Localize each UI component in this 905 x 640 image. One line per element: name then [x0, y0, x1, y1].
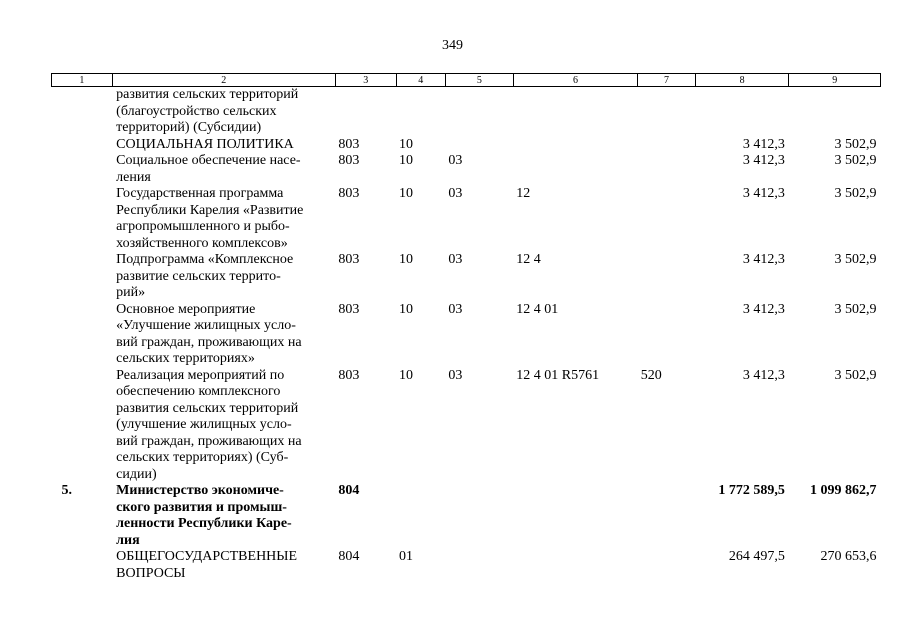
expense-type — [638, 483, 696, 549]
amount-year-2: 3 502,9 — [834, 301, 877, 317]
ministry-code: 803 — [338, 186, 360, 201]
budget-table — [51, 73, 881, 582]
ministry-code — [335, 87, 396, 137]
table-row — [52, 483, 881, 549]
header-row — [52, 74, 881, 87]
table-row — [52, 549, 881, 582]
subsection-code: 03 — [448, 153, 463, 168]
item-name: Министерство экономиче- ского развития и промыш- ленности Республики Каре- лия — [116, 483, 292, 548]
header-col-3: 3 — [335, 74, 396, 87]
ministry-code: 803 — [338, 301, 360, 317]
amount-year-2: 3 502,9 — [834, 186, 877, 201]
subsection-code — [445, 137, 513, 154]
table-row — [52, 153, 881, 186]
ministry-code: 803 — [338, 153, 360, 168]
table-header — [52, 74, 881, 87]
row-number — [52, 137, 113, 154]
amount-year-1: 3 412,3 — [742, 153, 785, 168]
table-row — [52, 137, 881, 154]
item-name: Социальное обеспечение насе- ления — [116, 153, 301, 185]
target-article — [513, 483, 637, 549]
ministry-code: 803 — [338, 136, 360, 152]
item-name: СОЦИАЛЬНАЯ ПОЛИТИКА — [116, 136, 294, 152]
amount-year-1 — [695, 87, 789, 137]
amount-year-1: 3 412,3 — [742, 301, 785, 317]
amount-year-1: 264 497,5 — [728, 549, 785, 564]
item-name: развития сельских территорий (благоустройство сельских территорий) (Субсидии) — [116, 87, 299, 135]
section-code — [396, 87, 445, 137]
target-article — [513, 549, 637, 582]
item-name: Реализация мероприятий по обеспечению комплексного развития сельских территорий (улучшение жилищных усло- вий граждан, проживающих на сельских территориях) (Суб- сидии) — [116, 367, 302, 482]
ministry-code: 803 — [338, 252, 360, 267]
expense-type — [638, 549, 696, 582]
header-col-8: 8 — [695, 74, 789, 87]
item-name: Основное мероприятие «Улучшение жилищных усло- вий граждан, проживающих на сельских территориях» — [116, 301, 302, 366]
header-col-9: 9 — [789, 74, 881, 87]
target-article: 12 4 — [516, 252, 541, 267]
target-article — [513, 153, 637, 186]
ministry-code: 803 — [338, 367, 360, 383]
section-code: 01 — [399, 549, 414, 564]
row-number — [52, 87, 113, 137]
amount-year-1: 3 412,3 — [742, 367, 785, 383]
row-number — [52, 549, 113, 582]
row-number — [52, 302, 113, 368]
target-article — [513, 137, 637, 154]
amount-year-2: 3 502,9 — [834, 252, 877, 267]
amount-year-2: 270 653,6 — [820, 549, 877, 564]
section-code — [396, 483, 445, 549]
row-number — [52, 153, 113, 186]
header-col-6: 6 — [513, 74, 637, 87]
subsection-code: 03 — [448, 186, 463, 201]
section-code: 10 — [399, 153, 414, 168]
target-article: 12 — [516, 186, 531, 201]
target-article: 12 4 01 R5761 — [516, 367, 600, 383]
amount-year-2: 3 502,9 — [834, 136, 877, 152]
subsection-code: 03 — [448, 367, 463, 383]
header-col-2: 2 — [112, 74, 335, 87]
table-body — [52, 87, 881, 583]
ministry-code: 804 — [338, 549, 360, 564]
header-col-1: 1 — [52, 74, 113, 87]
table-row — [52, 186, 881, 252]
section-code: 10 — [399, 136, 414, 152]
table-row — [52, 368, 881, 484]
target-article — [513, 87, 637, 137]
expense-type — [638, 137, 696, 154]
amount-year-2: 1 099 862,7 — [810, 483, 877, 498]
amount-year-1: 1 772 589,5 — [718, 483, 785, 498]
expense-type — [638, 252, 696, 302]
subsection-code — [445, 87, 513, 137]
amount-year-1: 3 412,3 — [742, 136, 785, 152]
amount-year-2: 3 502,9 — [834, 367, 877, 383]
amount-year-1: 3 412,3 — [742, 186, 785, 201]
item-name: Государственная программа Республики Карелия «Развитие агропромышленного и рыбо- хозяйственного комплексов» — [116, 186, 304, 251]
section-code: 10 — [399, 186, 414, 201]
table-row — [52, 252, 881, 302]
amount-year-1: 3 412,3 — [742, 252, 785, 267]
expense-type — [638, 302, 696, 368]
page-number: 349 — [442, 38, 463, 53]
table-row — [52, 302, 881, 368]
header-col-4: 4 — [396, 74, 445, 87]
item-name: ОБЩЕГОСУДАРСТВЕННЫЕ ВОПРОСЫ — [116, 549, 298, 581]
section-code: 10 — [399, 367, 414, 383]
row-number — [52, 368, 113, 484]
subsection-code: 03 — [448, 301, 463, 317]
row-number: 5. — [61, 483, 72, 498]
table-row — [52, 87, 881, 137]
section-code: 10 — [399, 252, 414, 267]
section-code: 10 — [399, 301, 414, 317]
subsection-code: 03 — [448, 252, 463, 267]
header-col-5: 5 — [445, 74, 513, 87]
amount-year-2: 3 502,9 — [834, 153, 877, 168]
target-article: 12 4 01 — [516, 301, 559, 317]
amount-year-2 — [789, 87, 881, 137]
ministry-code: 804 — [338, 483, 360, 498]
expense-type — [638, 153, 696, 186]
subsection-code — [445, 549, 513, 582]
header-col-7: 7 — [638, 74, 696, 87]
item-name: Подпрограмма «Комплексное развитие сельских террито- рий» — [116, 252, 294, 300]
subsection-code — [445, 483, 513, 549]
expense-type — [638, 186, 696, 252]
expense-type: 520 — [640, 367, 662, 383]
row-number — [52, 186, 113, 252]
expense-type — [638, 87, 696, 137]
row-number — [52, 252, 113, 302]
